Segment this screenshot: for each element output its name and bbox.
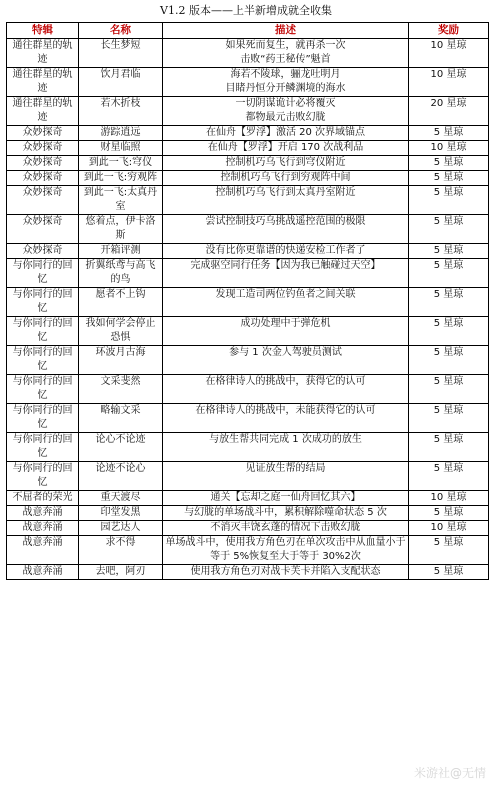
- table-row: [7, 491, 489, 506]
- row-name: 愿者不上钩: [79, 288, 163, 317]
- row-reward: 5 星琼: [409, 288, 489, 317]
- row-category: 战意奔涌: [7, 536, 79, 565]
- row-description: 使用我方角色刃对战卡芙卡并陷入支配状态: [163, 565, 409, 580]
- row-name: 重天渡尽: [79, 491, 163, 506]
- row-reward: 5 星琼: [409, 171, 489, 186]
- table-row: [7, 97, 489, 126]
- row-name: 开箱评测: [79, 244, 163, 259]
- row-category: 与你同行的回忆: [7, 433, 79, 462]
- table-row: [7, 317, 489, 346]
- table-row: [7, 39, 489, 68]
- row-category: 众妙探奇: [7, 171, 79, 186]
- row-category: 与你同行的回忆: [7, 404, 79, 433]
- row-name: 印堂发黑: [79, 506, 163, 521]
- row-name: 论迹不论心: [79, 462, 163, 491]
- row-description: 一切阴谋诡计必将覆灭 都物最元击败幻胧: [163, 97, 409, 126]
- row-name: 到此一飞:穹仪: [79, 156, 163, 171]
- watermark: 米游社@无情: [413, 766, 486, 780]
- table-row: [7, 171, 489, 186]
- table-row: [7, 215, 489, 244]
- row-name: 园艺达人: [79, 521, 163, 536]
- row-reward: 5 星琼: [409, 126, 489, 141]
- row-name: 我如何学会停止恐惧: [79, 317, 163, 346]
- row-category: 战意奔涌: [7, 521, 79, 536]
- row-description: 与放生帮共同完成 1 次成功的放生: [163, 433, 409, 462]
- table-row: [7, 68, 489, 97]
- table-row: [7, 404, 489, 433]
- row-reward: 5 星琼: [409, 375, 489, 404]
- row-category: 通往群星的轨迹: [7, 68, 79, 97]
- row-category: 众妙探奇: [7, 244, 79, 259]
- row-name: 文采斐然: [79, 375, 163, 404]
- row-category: 众妙探奇: [7, 215, 79, 244]
- table-row: [7, 126, 489, 141]
- row-description: 控制机巧乌飞行到穹仪附近: [163, 156, 409, 171]
- row-description: 不消灭丰饶玄蓬的情况下击败幻胧: [163, 521, 409, 536]
- row-reward: 5 星琼: [409, 156, 489, 171]
- row-name: 到此一飞:太真丹室: [79, 186, 163, 215]
- row-name: 悠着点，伊卡洛斯: [79, 215, 163, 244]
- row-reward: 5 星琼: [409, 346, 489, 375]
- table-row: [7, 346, 489, 375]
- row-name: 饮月君临: [79, 68, 163, 97]
- row-category: 战意奔涌: [7, 506, 79, 521]
- row-reward: 5 星琼: [409, 565, 489, 580]
- row-description: 控制机巧乌飞行到太真丹室附近: [163, 186, 409, 215]
- row-reward: 10 星琼: [409, 141, 489, 156]
- row-category: 与你同行的回忆: [7, 462, 79, 491]
- row-description: 如果死而复生，就再杀一次 击败“药王秘传”魁首: [163, 39, 409, 68]
- row-name: 到此一飞:穷观阵: [79, 171, 163, 186]
- table-row: [7, 186, 489, 215]
- row-reward: 5 星琼: [409, 244, 489, 259]
- row-reward: 5 星琼: [409, 433, 489, 462]
- row-description: 在格律诗人的挑战中，未能获得它的认可: [163, 404, 409, 433]
- row-category: 通往群星的轨迹: [7, 97, 79, 126]
- row-reward: 10 星琼: [409, 39, 489, 68]
- row-description: 见证放生帮的结局: [163, 462, 409, 491]
- document-title: V1.2 版本——上半新增成就全收集: [160, 4, 332, 17]
- row-name: 求不得: [79, 536, 163, 565]
- row-reward: 5 星琼: [409, 259, 489, 288]
- table-row: [7, 156, 489, 171]
- row-reward: 10 星琼: [409, 491, 489, 506]
- row-name: 论心不论迹: [79, 433, 163, 462]
- header-description: 描述: [163, 23, 409, 39]
- row-description: 与幻胧的单场战斗中，累积解除噬命状态 5 次: [163, 506, 409, 521]
- row-description: 成功处理中于弹危机: [163, 317, 409, 346]
- row-description: 单场战斗中，使用我方角色刃在单次攻击中从血量小于等于 5%恢复至大于等于 30%2次: [163, 536, 409, 565]
- header-name: 名称: [79, 23, 163, 39]
- row-category: 通往群星的轨迹: [7, 39, 79, 68]
- row-category: 与你同行的回忆: [7, 346, 79, 375]
- row-name: 若木折枝: [79, 97, 163, 126]
- row-name: 长生梦短: [79, 39, 163, 68]
- row-reward: 5 星琼: [409, 186, 489, 215]
- achievement-table: [6, 22, 489, 580]
- row-category: 与你同行的回忆: [7, 317, 79, 346]
- row-name: 环波月古海: [79, 346, 163, 375]
- table-header-row: [7, 23, 489, 39]
- table-row: [7, 521, 489, 536]
- row-name: 游踪逍远: [79, 126, 163, 141]
- row-description: 海若不陵球，骊龙吐明月 目睹丹恒分开鳞渊境的海水: [163, 68, 409, 97]
- row-description: 通关【忘却之庭一仙舟回忆其六】: [163, 491, 409, 506]
- row-reward: 10 星琼: [409, 68, 489, 97]
- row-description: 完成驱空同行任务【因为我已触碰过天空】: [163, 259, 409, 288]
- row-description: 在仙舟【罗浮】激活 20 次界域锚点: [163, 126, 409, 141]
- table-row: [7, 141, 489, 156]
- table-row: [7, 565, 489, 580]
- row-description: 在仙舟【罗浮】开启 170 次战利品: [163, 141, 409, 156]
- row-reward: 5 星琼: [409, 536, 489, 565]
- row-reward: 5 星琼: [409, 506, 489, 521]
- row-reward: 20 星琼: [409, 97, 489, 126]
- row-reward: 5 星琼: [409, 404, 489, 433]
- row-category: 不屈者的荣光: [7, 491, 79, 506]
- table-row: [7, 433, 489, 462]
- row-reward: 5 星琼: [409, 215, 489, 244]
- row-category: 战意奔涌: [7, 565, 79, 580]
- row-name: 去吧，阿刃: [79, 565, 163, 580]
- table-row: [7, 244, 489, 259]
- table-row: [7, 462, 489, 491]
- header-category: 特辑: [7, 23, 79, 39]
- row-description: 没有比你更靠谱的快递安检工作者了: [163, 244, 409, 259]
- row-description: 参与 1 次金人驾驶员测试: [163, 346, 409, 375]
- table-row: [7, 506, 489, 521]
- row-category: 与你同行的回忆: [7, 375, 79, 404]
- row-category: 众妙探奇: [7, 141, 79, 156]
- row-category: 众妙探奇: [7, 186, 79, 215]
- row-category: 众妙探奇: [7, 126, 79, 141]
- table-row: [7, 259, 489, 288]
- row-name: 财星临照: [79, 141, 163, 156]
- row-description: 控制机巧乌飞行到穷观阵中间: [163, 171, 409, 186]
- row-reward: 5 星琼: [409, 462, 489, 491]
- row-name: 略输文采: [79, 404, 163, 433]
- table-row: [7, 375, 489, 404]
- row-reward: 5 星琼: [409, 317, 489, 346]
- row-category: 众妙探奇: [7, 156, 79, 171]
- row-reward: 10 星琼: [409, 521, 489, 536]
- header-reward: 奖励: [409, 23, 489, 39]
- row-category: 与你同行的回忆: [7, 288, 79, 317]
- row-description: 发现工造司两位钓鱼者之间关联: [163, 288, 409, 317]
- row-name: 折翼纸鸢与高飞的鸟: [79, 259, 163, 288]
- row-category: 与你同行的回忆: [7, 259, 79, 288]
- row-description: 尝试控制技巧乌挑战遥控范围的极限: [163, 215, 409, 244]
- table-row: [7, 536, 489, 565]
- table-row: [7, 288, 489, 317]
- row-description: 在格律诗人的挑战中，获得它的认可: [163, 375, 409, 404]
